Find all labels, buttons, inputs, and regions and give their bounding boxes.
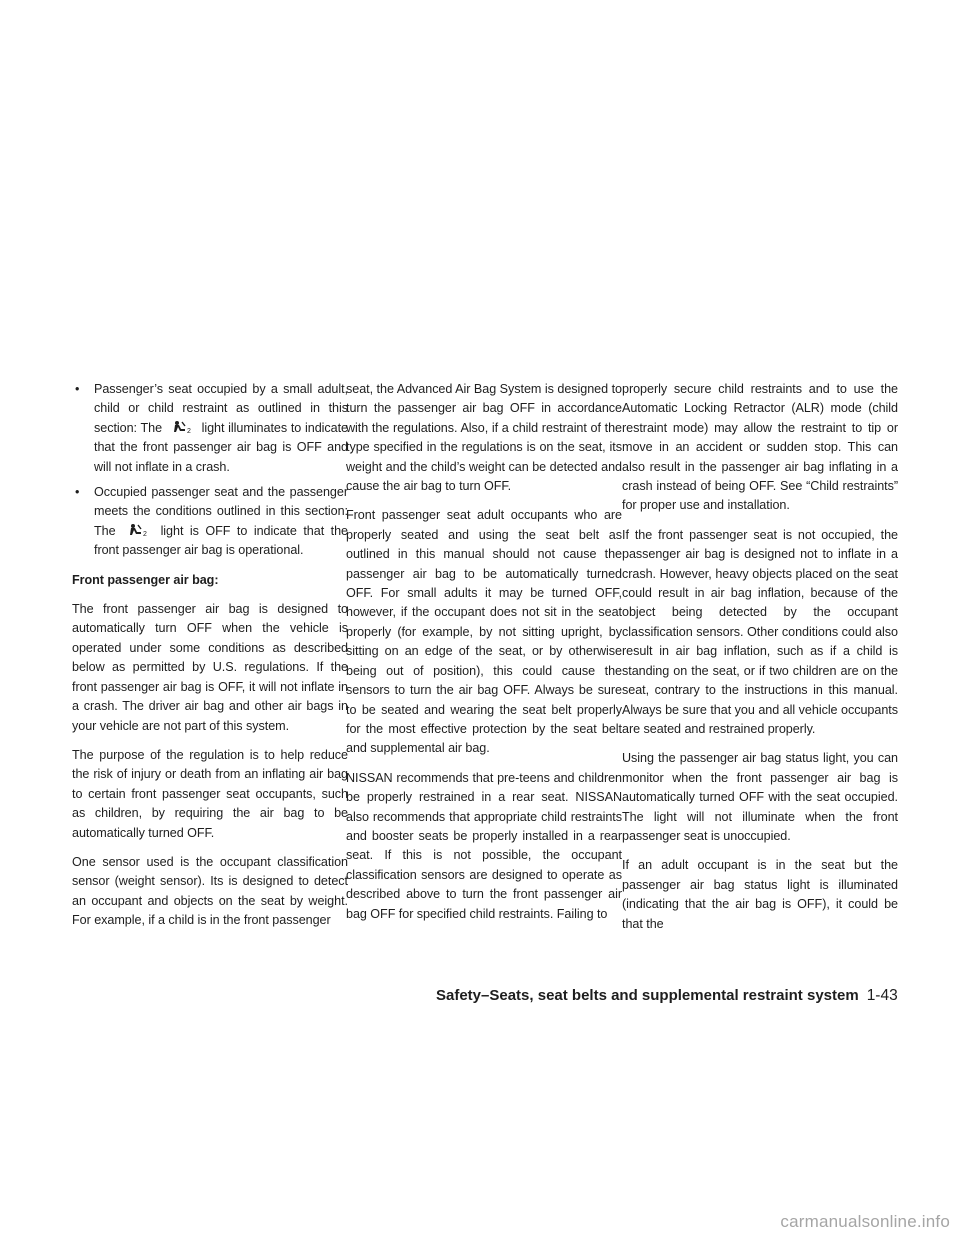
footer-section-title: Safety–Seats, seat belts and supplemental restraint system (436, 987, 859, 1004)
column-1 (72, 380, 348, 941)
watermark: carmanualsonline.info (780, 1212, 950, 1231)
svg-text:2: 2 (143, 530, 147, 537)
bullet-dot: • (75, 485, 80, 500)
bullet-text-start: Occupied passenger seat and the passenger meets the conditions outlined in this section: The (94, 485, 348, 538)
paragraph: Front passenger seat adult occupants who are properly seated and using the seat belt as outlined in this manual should not cause the passenger air bag to be automatically turned OFF. For small adults it may be turned OFF, however, if the occupant does not sit in the seat properly (for example, by not sitting upright, by sitting on an edge of the seat, or by otherwise being out of position), this could cause the sensors to turn the air bag OFF. Always be sure to be seated and wearing the seat belt properly for the most effective protection by the seat belt and supplemental air bag. (346, 508, 622, 756)
column-3 (622, 380, 898, 944)
paragraph: Using the passenger air bag status light, you can monitor when the front passenger air bag is automatically turned OFF with the seat occupied. The light will not illuminate when the front passenger seat is unoccupied. (622, 751, 898, 843)
bullet-item (72, 380, 348, 477)
svg-text:2: 2 (186, 427, 191, 434)
bullet-text-end: light illuminates to indicate that the front passenger air bag is OFF and will not inflate in a crash. (94, 420, 349, 474)
section-heading: Front passenger air bag: (72, 572, 219, 587)
paragraph: If the front passenger seat is not occupied, the passenger air bag is designed not to inflate in a crash. However, heavy objects placed on the seat could result in air bag inflation, because of the object being detected by the occupant classification sensors. Other conditions could also result in air bag inflation, such as if a child is standing on the seat, or if two children are on the seat, contrary to the instructions in this manual. Always be sure that you and all vehicle occupants are seated and restrained properly. (622, 527, 898, 736)
passenger-airbag-off-icon (128, 523, 150, 537)
bullet-text-end: light is OFF to indicate that the front passenger air bag is operational. (94, 523, 348, 558)
bullet-dot: • (75, 382, 80, 396)
bullet-item (72, 483, 348, 561)
paragraph: The front passenger air bag is designed to automatically turn OFF when the vehicle is operated under some conditions as described below as permitted by U.S. regulations. If the front passenger air bag is OFF, it will not inflate in a crash. The driver air bag and other air bags in your vehicle are not part of this system. (72, 602, 348, 733)
paragraph: One sensor used is the occupant classification sensor (weight sensor). Its is designed to detect an occupant and objects on the seat by weight. For example, if a child is in the front passenger (72, 854, 348, 928)
passenger-airbag-off-icon (172, 420, 194, 434)
paragraph: seat, the Advanced Air Bag System is designed to turn the passenger air bag OFF in accordance with the regulations. Also, if a child restraint of the type specified in the regulations is on the seat, its weight and the child’s weight can be detected and cause the air bag to turn OFF. (346, 382, 622, 494)
paragraph: If an adult occupant is in the seat but the passenger air bag status light is illuminated (indicating that the air bag is OFF), it could be that the (622, 858, 898, 931)
page-footer (436, 987, 898, 1005)
page-number: 1-43 (866, 987, 898, 1004)
paragraph: properly secure child restraints and to use the Automatic Locking Retractor (ALR) mode (child restraint mode) may allow the restraint to tip or move in an accident or sudden stop. This can also result in the passenger air bag inflating in a crash instead of being OFF. See “Child restraints” for proper use and installation. (622, 382, 898, 513)
bullet-text-start: Passenger’s seat occupied by a small adult, child or child restraint as outlined in this section: The (94, 382, 348, 435)
paragraph: The purpose of the regulation is to help reduce the risk of injury or death from an inflating air bag to certain front passenger seat occupants, such as children, by requiring the air bag to be automatically turned OFF. (72, 747, 348, 840)
paragraph: NISSAN recommends that pre-teens and children be properly restrained in a rear seat. NISSAN also recommends that appropriate child restraints and booster seats be properly installed in a rear seat. If this is not possible, the occupant classification sensors are designed to operate as described above to turn the front passenger air bag OFF for specified child restraints. Failing to (346, 770, 622, 921)
column-2 (346, 380, 622, 934)
